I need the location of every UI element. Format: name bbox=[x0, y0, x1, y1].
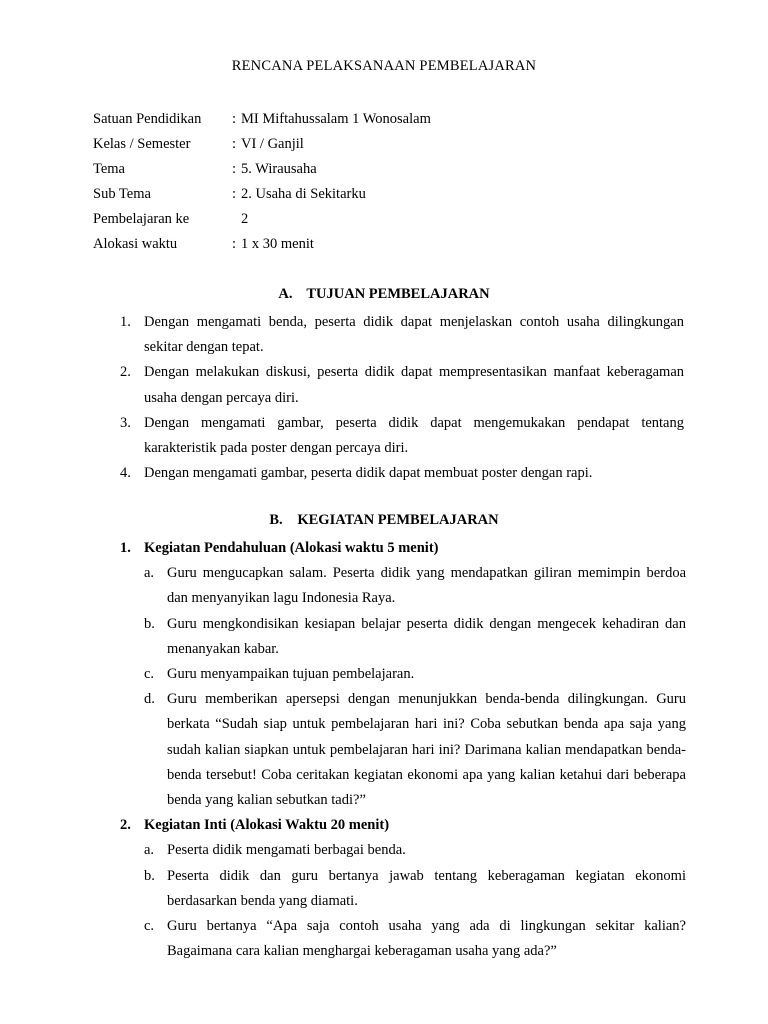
list-item bbox=[144, 561, 686, 611]
list-item-letter: b. bbox=[144, 615, 155, 632]
list-item-text: Peserta didik dan guru bertanya jawab tentang keberagaman kegiatan ekonomi berdasarkan benda yang diamati. bbox=[167, 867, 686, 909]
section-b-letter: B. bbox=[269, 512, 283, 528]
list-item-text: Dengan mengamati gambar, peserta didik dapat mengemukakan pendapat tentang karakteristik pada poster dengan percaya diri. bbox=[144, 414, 684, 457]
list-item bbox=[144, 838, 686, 863]
list-item-text: Guru bertanya “Apa saja contoh usaha yang ada di lingkungan sekitar kalian? Bagaimana cara kalian menghargai keberagaman usaha yang ada?” bbox=[167, 918, 686, 960]
activity-title: Kegiatan Pendahuluan (Alokasi waktu 5 menit) bbox=[144, 540, 439, 556]
activity-steps bbox=[120, 838, 686, 964]
identity-separator: : bbox=[232, 161, 237, 177]
identity-label: Sub Tema bbox=[93, 186, 151, 202]
identity-label: Alokasi waktu bbox=[93, 236, 178, 252]
list-item-letter: d. bbox=[144, 691, 155, 708]
activity-number: 2. bbox=[120, 817, 131, 834]
list-item-number: 2. bbox=[120, 364, 131, 381]
list-item-text: Dengan melakukan diskusi, peserta didik dapat mempresentasikan manfaat keberagaman usaha dengan percaya diri. bbox=[144, 364, 684, 406]
list-item-text: Guru mengkondisikan kesiapan belajar peserta didik dengan mengecek kehadiran dan menanyakan kabar. bbox=[167, 615, 686, 657]
identity-label: Satuan Pendidikan bbox=[93, 111, 202, 127]
list-item-text: Guru menyampaikan tujuan pembelajaran. bbox=[167, 666, 415, 683]
list-item-number: 3. bbox=[120, 414, 131, 431]
list-item bbox=[144, 914, 686, 964]
section-a-heading bbox=[0, 286, 768, 303]
list-item bbox=[120, 310, 684, 360]
identity-label: Pembelajaran ke bbox=[93, 211, 190, 227]
list-item-letter: a. bbox=[144, 842, 155, 859]
objectives-list bbox=[120, 310, 684, 486]
section-b-heading bbox=[0, 512, 768, 529]
document-title: RENCANA PELAKSANAAN PEMBELAJARAN bbox=[231, 58, 537, 74]
list-item-number: 1. bbox=[120, 314, 131, 330]
identity-row bbox=[93, 185, 693, 210]
list-item-text: Peserta didik mengamati berbagai benda. bbox=[167, 842, 406, 859]
identity-row bbox=[93, 160, 693, 185]
list-item bbox=[120, 461, 684, 486]
identity-value: 5. Wirausaha bbox=[241, 161, 317, 177]
identity-row bbox=[93, 135, 693, 160]
section-a-letter: A. bbox=[278, 286, 293, 302]
list-item bbox=[144, 662, 686, 687]
identity-value: MI Miftahussalam 1 Wonosalam bbox=[241, 111, 431, 127]
list-item-text: Guru mengucapkan salam. Peserta didik yang mendapatkan giliran memimpin berdoa dan menyanyikan lagu Indonesia Raya. bbox=[167, 565, 686, 607]
list-item bbox=[144, 612, 686, 662]
list-item bbox=[120, 360, 684, 410]
section-a-title: TUJUAN PEMBELAJARAN bbox=[306, 286, 490, 302]
identity-label: Tema bbox=[93, 161, 125, 177]
identity-row bbox=[93, 235, 693, 260]
list-item-text: Dengan mengamati benda, peserta didik dapat menjelaskan contoh usaha dilingkungan sekitar dengan tepat. bbox=[144, 314, 684, 356]
activity-heading bbox=[120, 813, 686, 838]
list-item-text: Guru memberikan apersepsi dengan menunjukkan benda-benda dilingkungan. Guru berkata “Sudah siap untuk pembelajaran hari ini? Coba sebutkan benda apa saja yang sudah kalian siapkan untuk pembelajaran hari ini? Darimana kalian mendapatkan benda-benda tersebut! Coba ceritakan kegiatan ekonomi apa yang kalian ketahui dari beberapa benda yang kalian sebutkan tadi?” bbox=[167, 691, 686, 809]
identity-value: VI / Ganjil bbox=[241, 136, 304, 152]
list-item-letter: c. bbox=[144, 918, 155, 935]
identity-value: 2. Usaha di Sekitarku bbox=[241, 186, 366, 202]
section-b-title: KEGIATAN PEMBELAJARAN bbox=[297, 512, 499, 528]
activity-steps bbox=[120, 561, 686, 813]
list-item-letter: b. bbox=[144, 867, 155, 884]
list-item-letter: c. bbox=[144, 666, 155, 683]
list-item-letter: a. bbox=[144, 565, 155, 582]
list-item bbox=[120, 411, 684, 461]
activity-number: 1. bbox=[120, 540, 131, 556]
activity-heading bbox=[120, 536, 686, 561]
list-item-text: Dengan mengamati gambar, peserta didik dapat membuat poster dengan rapi. bbox=[144, 465, 593, 482]
list-item bbox=[144, 687, 686, 813]
identity-table bbox=[93, 110, 693, 260]
identity-separator: : bbox=[232, 111, 237, 127]
identity-label: Kelas / Semester bbox=[93, 136, 191, 152]
identity-value: 1 x 30 menit bbox=[241, 236, 314, 252]
identity-row bbox=[93, 110, 693, 135]
identity-separator: : bbox=[232, 136, 237, 152]
list-item-number: 4. bbox=[120, 465, 131, 482]
activities-list bbox=[120, 536, 686, 964]
identity-value: 2 bbox=[241, 211, 249, 227]
identity-separator: : bbox=[232, 186, 237, 202]
identity-separator: : bbox=[232, 236, 237, 252]
list-item bbox=[144, 864, 686, 914]
identity-row bbox=[93, 210, 693, 235]
activity-title: Kegiatan Inti (Alokasi Waktu 20 menit) bbox=[144, 817, 390, 834]
